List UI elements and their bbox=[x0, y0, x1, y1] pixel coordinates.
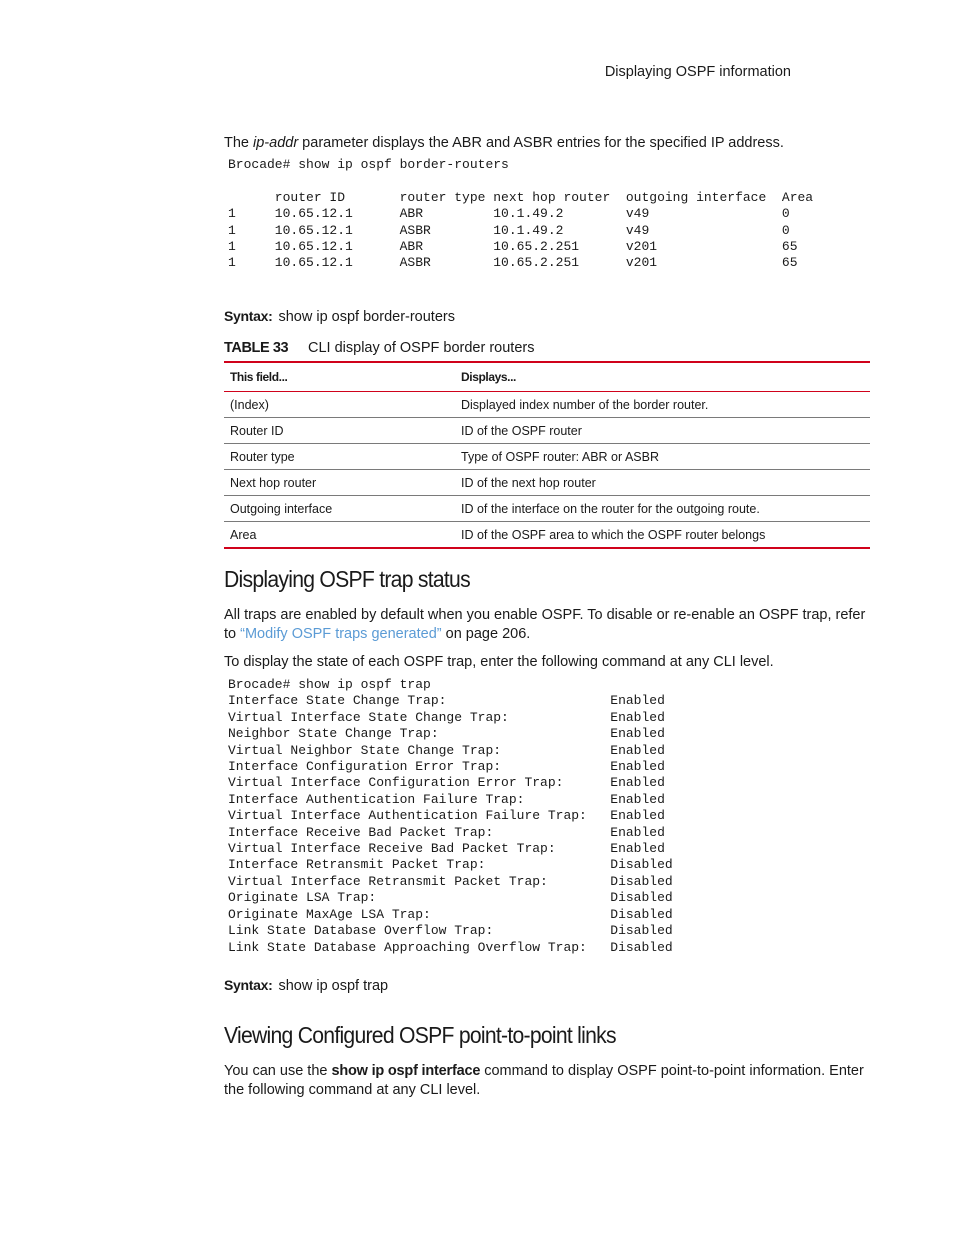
section-heading-trap-status: Displaying OSPF trap status bbox=[224, 566, 470, 592]
trap-status-output: Brocade# show ip ospf trap Interface State Change Trap: Enabled Virtual Interface State Change Trap: Enabled Neighbor State Change Trap: Enabled Virtual Neighbor State Change Trap: Enabled Interface Configuration Error Trap: Enabled Virtual Interface Configuration Error Trap: Enabled Interface Authentication Failure Trap: Enabled Virtual Interface Authentication Failure Trap: Enabled Interface Receive Bad Packet Trap: Enabled Virtual Interface Receive Bad Packet Trap: Enabled Interface Retransmit Packet Trap: Disabled Virtual Interface Retransmit Packet Trap: Disabled Originate LSA Trap: Disabled Originate MaxAge LSA Trap: Disabled Link State Database Overflow Trap: Disabled Link State Database Approaching Overflow Trap: Disabled bbox=[228, 677, 673, 955]
intro-param: ip-addr bbox=[253, 135, 299, 151]
table-row bbox=[224, 496, 870, 522]
table-row bbox=[224, 418, 870, 444]
table-row bbox=[224, 444, 870, 470]
table-header-displays: Displays... bbox=[455, 362, 870, 392]
intro-paragraph bbox=[224, 134, 874, 153]
table-cell-field: (Index) bbox=[224, 392, 455, 418]
table-cell-description: Displayed index number of the border router. bbox=[455, 392, 870, 418]
border-routers-output: Brocade# show ip ospf border-routers router ID router type next hop router outgoing interface Area 1 10.65.12.1 ABR 10.1.49.2 v49 0 1 10.65.12.1 ASBR 10.1.49.2 v49 0 1 10.65.12.1 ABR 10.65.2.251 v201 65 1 10.65.12.1 ASBR 10.65.2.251 v201 65 bbox=[228, 157, 814, 271]
table-cell-field: Outgoing interface bbox=[224, 496, 455, 522]
border-routers-table bbox=[224, 361, 870, 549]
p2p-command: show ip ospf interface bbox=[331, 1063, 481, 1079]
syntax-trap bbox=[224, 977, 388, 994]
syntax-label: Syntax: bbox=[224, 977, 273, 993]
table-cell-description: ID of the OSPF router bbox=[455, 418, 870, 444]
section-heading-point-to-point: Viewing Configured OSPF point-to-point links bbox=[224, 1022, 616, 1048]
p2p-prefix: You can use the bbox=[224, 1063, 332, 1079]
table-cell-description: ID of the OSPF area to which the OSPF router belongs bbox=[461, 527, 766, 542]
p2p-suffix: command to display OSPF point-to-point information. Enter the following command at any CLI level. bbox=[224, 1063, 864, 1098]
table-cell-description: ID of the interface on the router for the outgoing route. bbox=[455, 496, 870, 522]
table-cell-description: ID of the next hop router bbox=[455, 470, 870, 496]
table-header-row bbox=[224, 362, 870, 392]
syntax-command: show ip ospf trap bbox=[278, 978, 389, 994]
trap-intro-suffix: on page 206. bbox=[441, 626, 531, 642]
table-title: CLI display of OSPF border routers bbox=[308, 340, 535, 356]
trap-intro-text: All traps are enabled by default when you enable OSPF. To disable or re-enable an OSPF trap, refer to bbox=[224, 607, 866, 642]
running-header: Displaying OSPF information bbox=[604, 64, 791, 80]
syntax-border-routers bbox=[224, 308, 455, 325]
intro-suffix: parameter displays the ABR and ASBR entries for the specified IP address. bbox=[298, 135, 784, 151]
intro-prefix: The bbox=[224, 135, 254, 151]
syntax-command: show ip ospf border-routers bbox=[278, 309, 455, 325]
table-header-field: This field... bbox=[224, 362, 455, 392]
table-cell-field: Router type bbox=[224, 444, 455, 470]
trap-intro-paragraph bbox=[224, 606, 874, 644]
trap-command-paragraph: To display the state of each OSPF trap, enter the following command at any CLI level. bbox=[224, 654, 774, 670]
table-number: TABLE 33 bbox=[224, 340, 289, 356]
table-row bbox=[224, 522, 870, 549]
table-cell-field: Area bbox=[230, 527, 257, 542]
table-cell-description: Type of OSPF router: ABR or ASBR bbox=[455, 444, 870, 470]
table-cell-field: Router ID bbox=[224, 418, 455, 444]
modify-traps-link[interactable]: “Modify OSPF traps generated” bbox=[240, 626, 442, 642]
point-to-point-paragraph bbox=[224, 1062, 874, 1100]
table-row bbox=[224, 470, 870, 496]
table-row bbox=[224, 392, 870, 418]
table-cell-field: Next hop router bbox=[224, 470, 455, 496]
table-caption bbox=[224, 340, 534, 356]
syntax-label: Syntax: bbox=[224, 308, 273, 324]
